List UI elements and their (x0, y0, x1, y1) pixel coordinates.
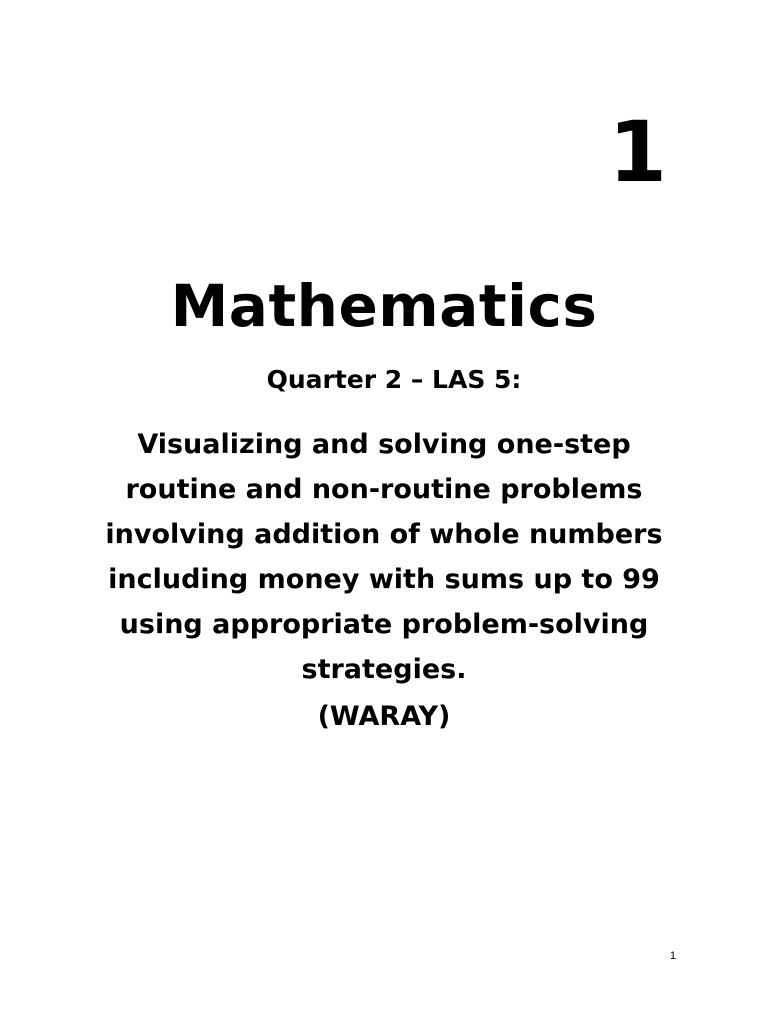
language-tag: (WARAY) (317, 701, 451, 732)
lesson-description: Visualizing and solving one-step routine and non-routine problems involving addition of whole numbers including money with sums up to 99 using appropriate problem-solving strategies. (105, 429, 663, 685)
subject-title: Mathematics (170, 272, 598, 340)
quarter-lesson-label: Quarter 2 – LAS 5: (266, 365, 522, 394)
grade-number: 1 (608, 103, 667, 201)
page-number: 1 (669, 950, 676, 962)
